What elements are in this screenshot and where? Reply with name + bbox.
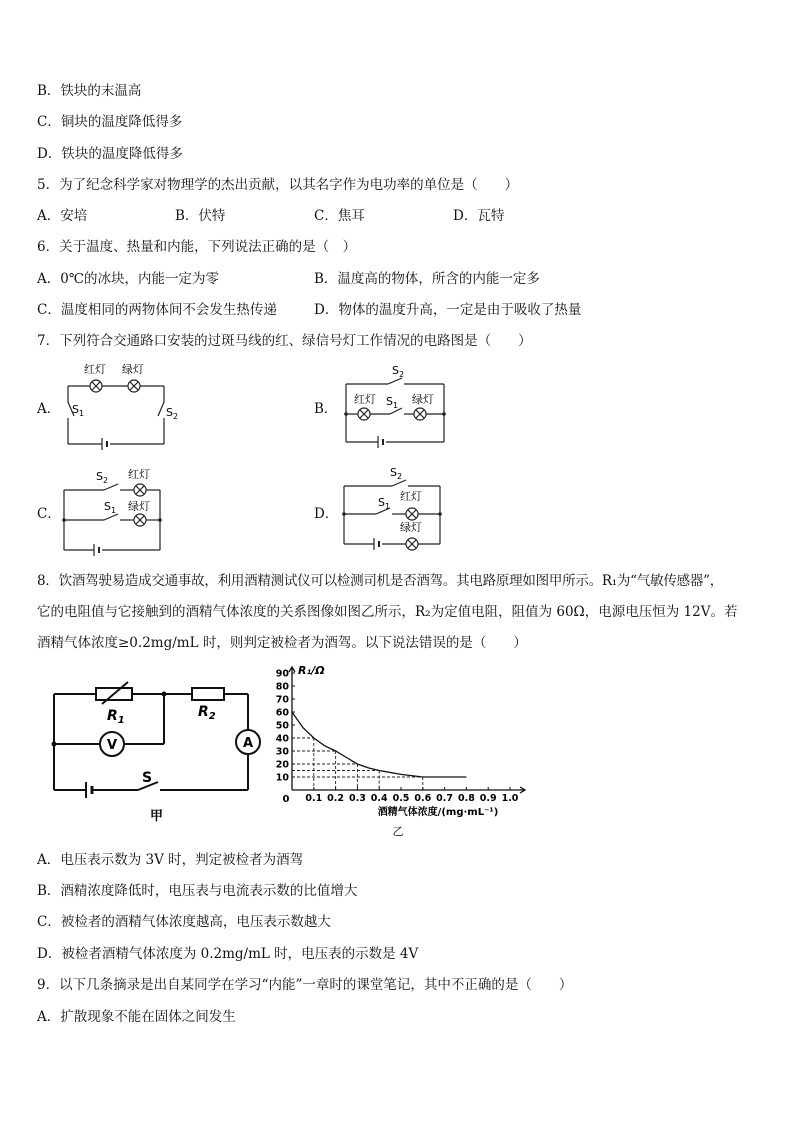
q8-option-b: B．酒精浓度降低时，电压表与电流表示数的比值增大 (37, 883, 358, 899)
q7-stem: 7．下列符合交通路口安装的过斑马线的红、绿信号灯工作情况的电路图是（ ） (37, 333, 532, 349)
q6-stem: 6．关于温度、热量和内能，下列说法正确的是（ ） (37, 239, 357, 255)
x-tick-label: 0.5 (392, 793, 410, 804)
q6-option-d: D．物体的温度升高，一定是由于吸收了热量 (314, 302, 582, 318)
y-tick-label: 40 (275, 733, 289, 745)
q6-option-a: A．0℃的冰块，内能一定为零 (37, 271, 219, 287)
q5-option-c: C．焦耳 (314, 208, 365, 224)
circuit-b-red-label: 红灯 (354, 393, 376, 406)
q6-option-b: B．温度高的物体，所含的内能一定多 (314, 271, 540, 287)
circuit-b-s1-label: $S_1$ (386, 395, 399, 410)
circuit-c-s1-label: $S_1$ (104, 500, 117, 515)
q5-stem: 5．为了纪念科学家对物理学的杰出贡献，以其名字作为电功率的单位是（ ） (37, 177, 519, 193)
q9-stem: 9．以下几条摘录是出自某同学在学习“内能”一章时的课堂笔记，其中不正确的是（ ） (37, 977, 573, 993)
x-tick-label: 0.4 (370, 793, 388, 804)
chart-series-curve (292, 712, 466, 777)
circuit-a-s1-label: $S_1$ (72, 403, 85, 418)
chart-x-label: 酒精气体浓度/(mg·mL⁻¹) (377, 807, 499, 818)
ammeter-label: A (242, 736, 254, 751)
y-tick-label: 90 (275, 668, 289, 680)
x-tick-label: 0.2 (327, 793, 345, 804)
circuit-c-green-label: 绿灯 (128, 500, 150, 513)
chart-origin-label: 0 (282, 794, 290, 805)
q8-option-c: C．被检者的酒精气体浓度越高，电压表示数越大 (37, 914, 331, 930)
y-tick-label: 50 (275, 720, 289, 732)
circuit-c-s2-label: $S_2$ (96, 470, 109, 485)
q5-option-d: D．瓦特 (453, 208, 505, 224)
circuit-a-diagram (60, 358, 190, 453)
q8-stem-line2: 它的电阻值与它接触到的酒精气体浓度的关系图像如图乙所示，R₂为定值电阻，阻值为 60Ω，电源电压恒为 12V。若 (37, 604, 738, 620)
q7-option-a-label: A． (37, 401, 61, 417)
q7-option-c-label: C． (37, 506, 61, 522)
q5-option-b: B．伏特 (175, 208, 226, 224)
circuit-d-green-label: 绿灯 (400, 521, 422, 534)
chart-y-label: R₁/Ω (298, 664, 325, 677)
x-tick-label: 1.0 (501, 793, 519, 804)
y-tick-label: 30 (275, 746, 289, 758)
circuit-d-diagram (340, 464, 445, 558)
q7-option-d-label: D． (314, 506, 339, 522)
voltmeter-label: V (106, 738, 118, 753)
q8-option-a: A．电压表示数为 3V 时，判定被检者为酒驾 (37, 852, 304, 868)
x-tick-label: 0.3 (348, 793, 366, 804)
fig-jia-r2-label: $R_2$ (198, 704, 216, 722)
q8-option-d: D．被检者酒精气体浓度为 0.2mg/mL 时，电压表的示数是 4V (37, 946, 419, 962)
q4-option-b: B．铁块的末温高 (37, 83, 142, 99)
circuit-d-s1-label: $S_1$ (378, 496, 391, 511)
chart-caption: 乙 (392, 825, 404, 838)
q5-option-a: A．安培 (37, 208, 88, 224)
circuit-a-green-label: 绿灯 (122, 363, 144, 376)
circuit-d-red-label: 红灯 (400, 490, 422, 503)
fig-jia-r1-label: $R_1$ (107, 708, 125, 726)
circuit-c-diagram (60, 464, 170, 558)
figure-yi-chart (268, 662, 538, 840)
q6-option-c: C．温度相同的两物体间不会发生热传递 (37, 302, 277, 318)
x-tick-label: 0.9 (479, 793, 497, 804)
q7-option-b-label: B． (314, 401, 338, 417)
circuit-b-s2-label: $S_2$ (392, 364, 405, 379)
y-tick-label: 80 (275, 681, 289, 693)
circuit-c-red-label: 红灯 (128, 468, 150, 481)
circuit-a-red-label: 红灯 (84, 363, 106, 376)
switch-label: S (142, 770, 153, 786)
x-tick-label: 0.7 (436, 793, 454, 804)
figure-jia-caption: 甲 (150, 809, 164, 824)
y-tick-label: 70 (275, 694, 289, 706)
figure-jia-circuit (40, 678, 270, 828)
y-tick-label: 60 (275, 707, 289, 719)
q4-option-d: D．铁块的温度降低得多 (37, 146, 183, 162)
y-tick-label: 20 (275, 759, 289, 771)
circuit-a-s2-label: $S_2$ (166, 406, 179, 421)
q9-option-a: A．扩散现象不能在固体之间发生 (37, 1009, 236, 1025)
q4-option-c: C．铜块的温度降低得多 (37, 114, 183, 130)
q8-stem-line3: 酒精气体浓度≥0.2mg/mL 时，则判定被检者为酒驾。以下说法错误的是（ ） (37, 635, 527, 651)
x-tick-label: 0.6 (414, 793, 432, 804)
q8-stem-line1: 8．饮酒驾驶易造成交通事故，利用酒精测试仪可以检测司机是否酒驾。其电路原理如图甲所示。R₁为“气敏传感器”， (37, 573, 723, 589)
circuit-b-green-label: 绿灯 (412, 393, 434, 406)
circuit-d-s2-label: $S_2$ (390, 466, 403, 481)
x-tick-label: 0.1 (305, 793, 323, 804)
y-tick-label: 10 (275, 772, 289, 784)
x-tick-label: 0.8 (457, 793, 475, 804)
circuit-b-diagram (340, 362, 455, 457)
